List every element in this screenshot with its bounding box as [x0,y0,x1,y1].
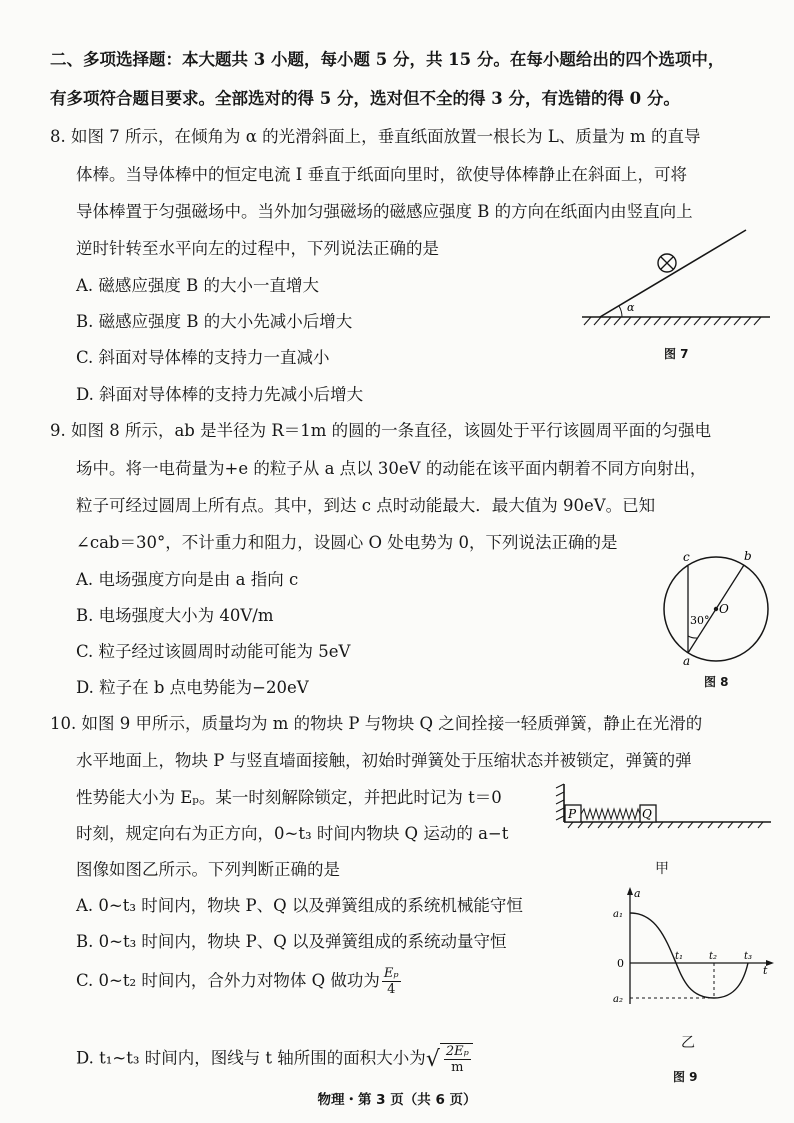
section-header-line2: 有多项符合题目要求。全部选对的得 5 分，选对但不全的得 3 分，有选错的得 0 分。 [50,89,680,108]
figure-9-caption: 图 9 [673,1070,698,1084]
t3-label: t₃ [744,951,753,962]
point-b-label: b [744,549,752,563]
fraction-numerator: Eₚ [383,966,399,981]
axis-a-label: a [634,887,641,900]
q10-option-d-text: D. t₁~t₃ 时间内，图线与 t 轴所围的面积大小为 [76,1048,426,1068]
q9-stem-line1: 9. 如图 8 所示，ab 是半径为 R＝1m 的圆的一条直径，该圆处于平行该圆周平面的匀强电 [50,421,712,440]
q8-stem-line3: 导体棒置于匀强磁场中。当外加匀强磁场的磁感应强度 B 的方向在纸面内由竖直向上 [76,202,693,221]
q10-stem-line4: 时刻，规定向右为正方向，0~t₃ 时间内物块 Q 运动的 a−t [76,824,509,843]
figure-9-yi-label: 乙 [681,1035,695,1051]
sqrt-sign-icon: √ [425,1047,440,1072]
q9-option-d: D. 粒子在 b 点电势能为−20eV [76,678,309,697]
block-p-label: P [568,807,577,821]
q8-option-c: C. 斜面对导体棒的支持力一直减小 [76,348,330,367]
t1-label: t₁ [675,951,684,962]
axis-t-label: t [763,964,768,977]
q8-stem-line4: 逆时针转至水平向左的过程中，下列说法正确的是 [76,239,439,258]
figure-8-circle [655,548,785,676]
page-footer: 物理・第 3 页（共 6 页） [317,1092,477,1108]
figure-7-caption: 图 7 [664,347,689,361]
q10-stem-line3: 性势能大小为 Eₚ。某一时刻解除锁定，并把此时记为 t＝0 [76,788,502,807]
figure-9-jia-label: 甲 [655,861,669,877]
q8-option-b: B. 磁感应强度 B 的大小先减小后增大 [76,312,353,331]
q10-stem-line5: 图像如图乙所示。下列判断正确的是 [76,860,340,879]
q9-option-a: A. 电场强度方向是由 a 指向 c [76,570,299,589]
q9-option-b: B. 电场强度大小为 40V/m [76,606,274,625]
q10-option-a: A. 0~t₃ 时间内，物块 P、Q 以及弹簧组成的系统机械能守恒 [76,896,523,915]
fraction-numerator: 2Eₚ [445,1044,469,1059]
fraction-denominator: m [451,1060,464,1075]
a-t-curve [630,913,748,998]
point-c-label: c [683,550,690,564]
current-into-page-icon [658,254,676,272]
q8-stem-line1: 8. 如图 7 所示，在倾角为 α 的光滑斜面上，垂直纸面放置一根长为 L、质量为 m 的直导 [50,127,701,146]
point-a-label: a [683,654,691,668]
q9-stem-line2: 场中。将一电荷量为+e 的粒子从 a 点以 30eV 的动能在该平面内朝着不同方向射出， [76,459,707,478]
q10-option-c-text: C. 0~t₂ 时间内，合外力对物体 Q 做功为 [76,971,380,990]
fraction-denominator: 4 [387,982,396,997]
figure-8-caption: 图 8 [704,675,729,689]
q10-option-d [76,1043,473,1075]
q8-stem-line2: 体棒。当导体棒中的恒定电流 I 垂直于纸面向里时，欲使导体棒静止在斜面上，可将 [76,165,688,184]
q8-option-a: A. 磁感应强度 B 的大小一直增大 [76,276,320,295]
q10-option-d-fraction [444,1044,471,1075]
q10-stem-line2: 水平地面上，物块 P 与竖直墙面接触，初始时弹簧处于压缩状态并被锁定，弹簧的弹 [76,751,692,770]
figure-7-incline [570,222,770,332]
spring [581,809,640,819]
a1-label: a₁ [613,909,623,920]
origin-label: 0 [617,957,624,970]
section-header-line1: 二、多项选择题：本大题共 3 小题，每小题 5 分，共 15 分。在每小题给出的四个选项中， [50,50,725,69]
t2-label: t₂ [709,951,718,962]
figure-9-yi-graph [608,884,780,1010]
q9-stem-line3: 粒子可经过圆周上所有点。其中，到达 c 点时动能最大．最大值为 90eV。已知 [76,496,656,515]
q9-stem-line4: ∠cab＝30°，不计重力和阻力，设圆心 O 处电势为 0，下列说法正确的是 [76,533,618,552]
q10-option-d-sqrt [426,1043,473,1075]
q10-option-c-fraction [382,966,401,997]
q9-option-c: C. 粒子经过该圆周时动能可能为 5eV [76,642,351,661]
q8-option-d: D. 斜面对导体棒的支持力先减小后增大 [76,385,364,404]
angle-30-label: 30° [690,614,710,627]
a2-label: a₂ [613,994,623,1005]
q10-stem-line1: 10. 如图 9 甲所示，质量均为 m 的物块 P 与物块 Q 之间拴接一轻质弹簧，静止在光滑的 [50,714,703,733]
incline-angle-label: α [627,301,635,314]
q10-option-b: B. 0~t₃ 时间内，物块 P、Q 以及弹簧组成的系统动量守恒 [76,932,507,951]
point-o-label: O [719,602,729,616]
block-q-label: Q [642,807,652,821]
q10-option-c [76,966,403,997]
figure-9-jia-spring [556,780,776,828]
